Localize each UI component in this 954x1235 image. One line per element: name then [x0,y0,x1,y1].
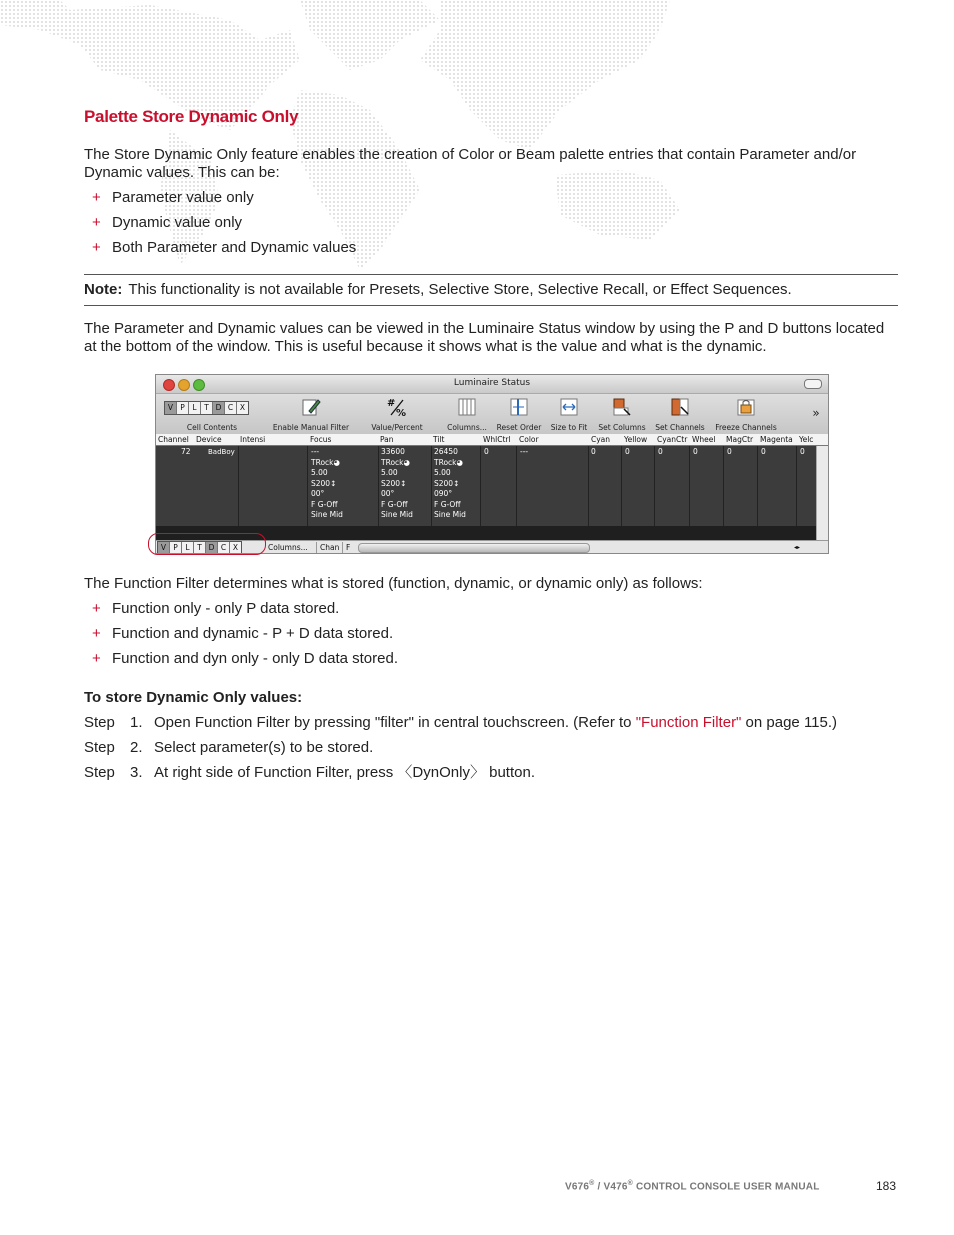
grid-column [621,446,655,526]
whlctrl-cell[interactable]: 0 [484,447,489,456]
window-toolbar [156,394,828,434]
svg-text:%: % [396,408,407,417]
function-filter-paragraph: The Function Filter determines what is stored (function, dynamic, or dynamic only) as follows: [84,575,703,592]
steps-heading: To store Dynamic Only values: [84,689,303,706]
function-filter-link[interactable]: "Function Filter" [635,714,742,731]
grid-column [156,446,239,526]
grid-column [238,446,308,526]
magctr-cell[interactable]: 0 [727,447,732,456]
grid-column [723,446,758,526]
focus-cell[interactable]: --- TRock◕ 5.00 S200↕ 00° F G-Off Sine Mid [311,447,343,519]
highlight-circle [148,533,266,555]
column-header[interactable]: Tilt [433,435,445,444]
list-item: + Dynamic value only [92,214,243,231]
grid-column [757,446,797,526]
cell-contents-button[interactable]: V P L T D C X Cell Contents [162,394,262,434]
scroll-arrows-icon[interactable]: ◂▸ [794,544,801,551]
more-toolbar-button[interactable]: » [812,406,820,420]
note-label: Note: [84,281,123,298]
grid-column [516,446,589,526]
columns-button[interactable]: Columns... [439,394,495,434]
freeze-channels-button[interactable]: Freeze Channels [712,394,780,434]
column-header[interactable]: Intensi [240,435,266,444]
enable-manual-filter-button[interactable]: Enable Manual Filter [268,394,354,434]
column-header[interactable]: Yellow [624,435,648,444]
bottom-chan-button[interactable]: Chan [316,542,339,553]
list-item: + Both Parameter and Dynamic values [92,239,357,256]
cyan-cell[interactable]: 0 [591,447,596,456]
window-titlebar [156,375,828,394]
set-columns-button[interactable]: Set Columns [595,394,649,434]
footer-manual-title: V676® / V476® CONTROL CONSOLE USER MANUAL [565,1180,820,1193]
toolbar-toggle-icon[interactable] [804,379,822,389]
grid-column [654,446,690,526]
value-percent-icon [387,397,407,417]
list-item: + Function and dyn only - only D data stored. [92,650,398,667]
column-header[interactable]: WhlCtrl [483,435,511,444]
column-header[interactable]: Focus [310,435,332,444]
svg-text:#: # [387,398,396,409]
step-item: Step 1. Open Function Filter by pressing "filter" in central touchscreen. (Refer to "Function Filter" on page 115.) [84,714,838,731]
column-header[interactable]: Magenta [760,435,793,444]
grid-column [588,446,622,526]
bottom-f-button[interactable]: F [342,542,350,553]
cyanctr-cell[interactable]: 0 [658,447,663,456]
freeze-channels-icon [736,397,756,417]
size-to-fit-icon [559,397,579,417]
magenta-cell[interactable]: 0 [761,447,766,456]
step-item: Step 3. At right side of Function Filter, press 〈DynOnly〉 button. [84,764,535,781]
section-title: Palette Store Dynamic Only [84,107,299,126]
column-header-row [156,434,828,446]
column-header[interactable]: Color [519,435,539,444]
column-header[interactable]: Wheel [692,435,716,444]
pan-cell[interactable]: 33600 TRock◕ 5.00 S200↕ 00° F G-Off Sine Mid [381,447,413,519]
value-percent-button[interactable]: # % Value/Percent [371,398,423,432]
cell-contents-segment[interactable]: V P L T D C X [164,401,249,415]
set-columns-icon [612,397,632,417]
column-header[interactable]: MagCtr [726,435,754,444]
channel-cell[interactable]: 72 [181,447,191,456]
page-number: 183 [876,1179,897,1193]
column-header[interactable]: Cyan [591,435,611,444]
note-box [84,274,898,306]
set-channels-button[interactable]: Set Channels [651,394,709,434]
list-item: + Parameter value only [92,189,254,206]
intro-paragraph: The Store Dynamic Only feature enables the creation of Color or Beam palette entries that contain Parameter and/or Dynamic values. This can be: [84,146,857,181]
horizontal-scrollbar[interactable] [358,543,590,553]
step-item: Step 2. Select parameter(s) to be stored. [84,739,374,756]
grid-column [480,446,517,526]
yellow-cell[interactable]: 0 [625,447,630,456]
columns-icon [457,397,477,417]
reset-order-button[interactable]: Reset Order [494,394,544,434]
list-item: + Function and dynamic - P + D data stored. [92,625,394,642]
reset-order-icon [509,397,529,417]
device-cell[interactable]: BadBoy [208,448,235,456]
filter-pencil-icon [301,397,321,417]
set-channels-icon [670,397,690,417]
list-item: + Function only - only P data stored. [92,600,340,617]
column-header[interactable]: Yelc [799,435,814,444]
luminaire-paragraph: The Parameter and Dynamic values can be viewed in the Luminaire Status window by using the P and D buttons located at the bottom of the window. This is useful because it shows what is the value and what is the dynamic. [84,320,885,355]
note-text: This functionality is not available for Presets, Selective Store, Selective Recall, or Effect Sequences. [128,281,792,298]
grid-column [689,446,724,526]
luminaire-status-grid [156,446,816,526]
yelc-cell[interactable]: 0 [800,447,805,456]
vertical-scrollbar[interactable] [816,446,829,540]
luminaire-status-window [155,374,829,554]
size-to-fit-button[interactable]: Size to Fit [547,394,591,434]
column-header[interactable]: Device [196,435,222,444]
column-header[interactable]: Pan [380,435,394,444]
wheel-cell[interactable]: 0 [693,447,698,456]
bottom-cell-contents-segment[interactable]: V P L T D C X [157,541,242,554]
window-title: Luminaire Status [453,378,531,388]
column-header[interactable]: Channel [158,435,189,444]
tilt-cell[interactable]: 26450 TRock◕ 5.00 S200↕ 090° F G-Off Sine Mid [434,447,466,519]
color-cell[interactable]: --- [520,447,529,456]
bottom-columns-button[interactable]: Columns... [268,543,308,552]
column-header[interactable]: CyanCtr [657,435,688,444]
